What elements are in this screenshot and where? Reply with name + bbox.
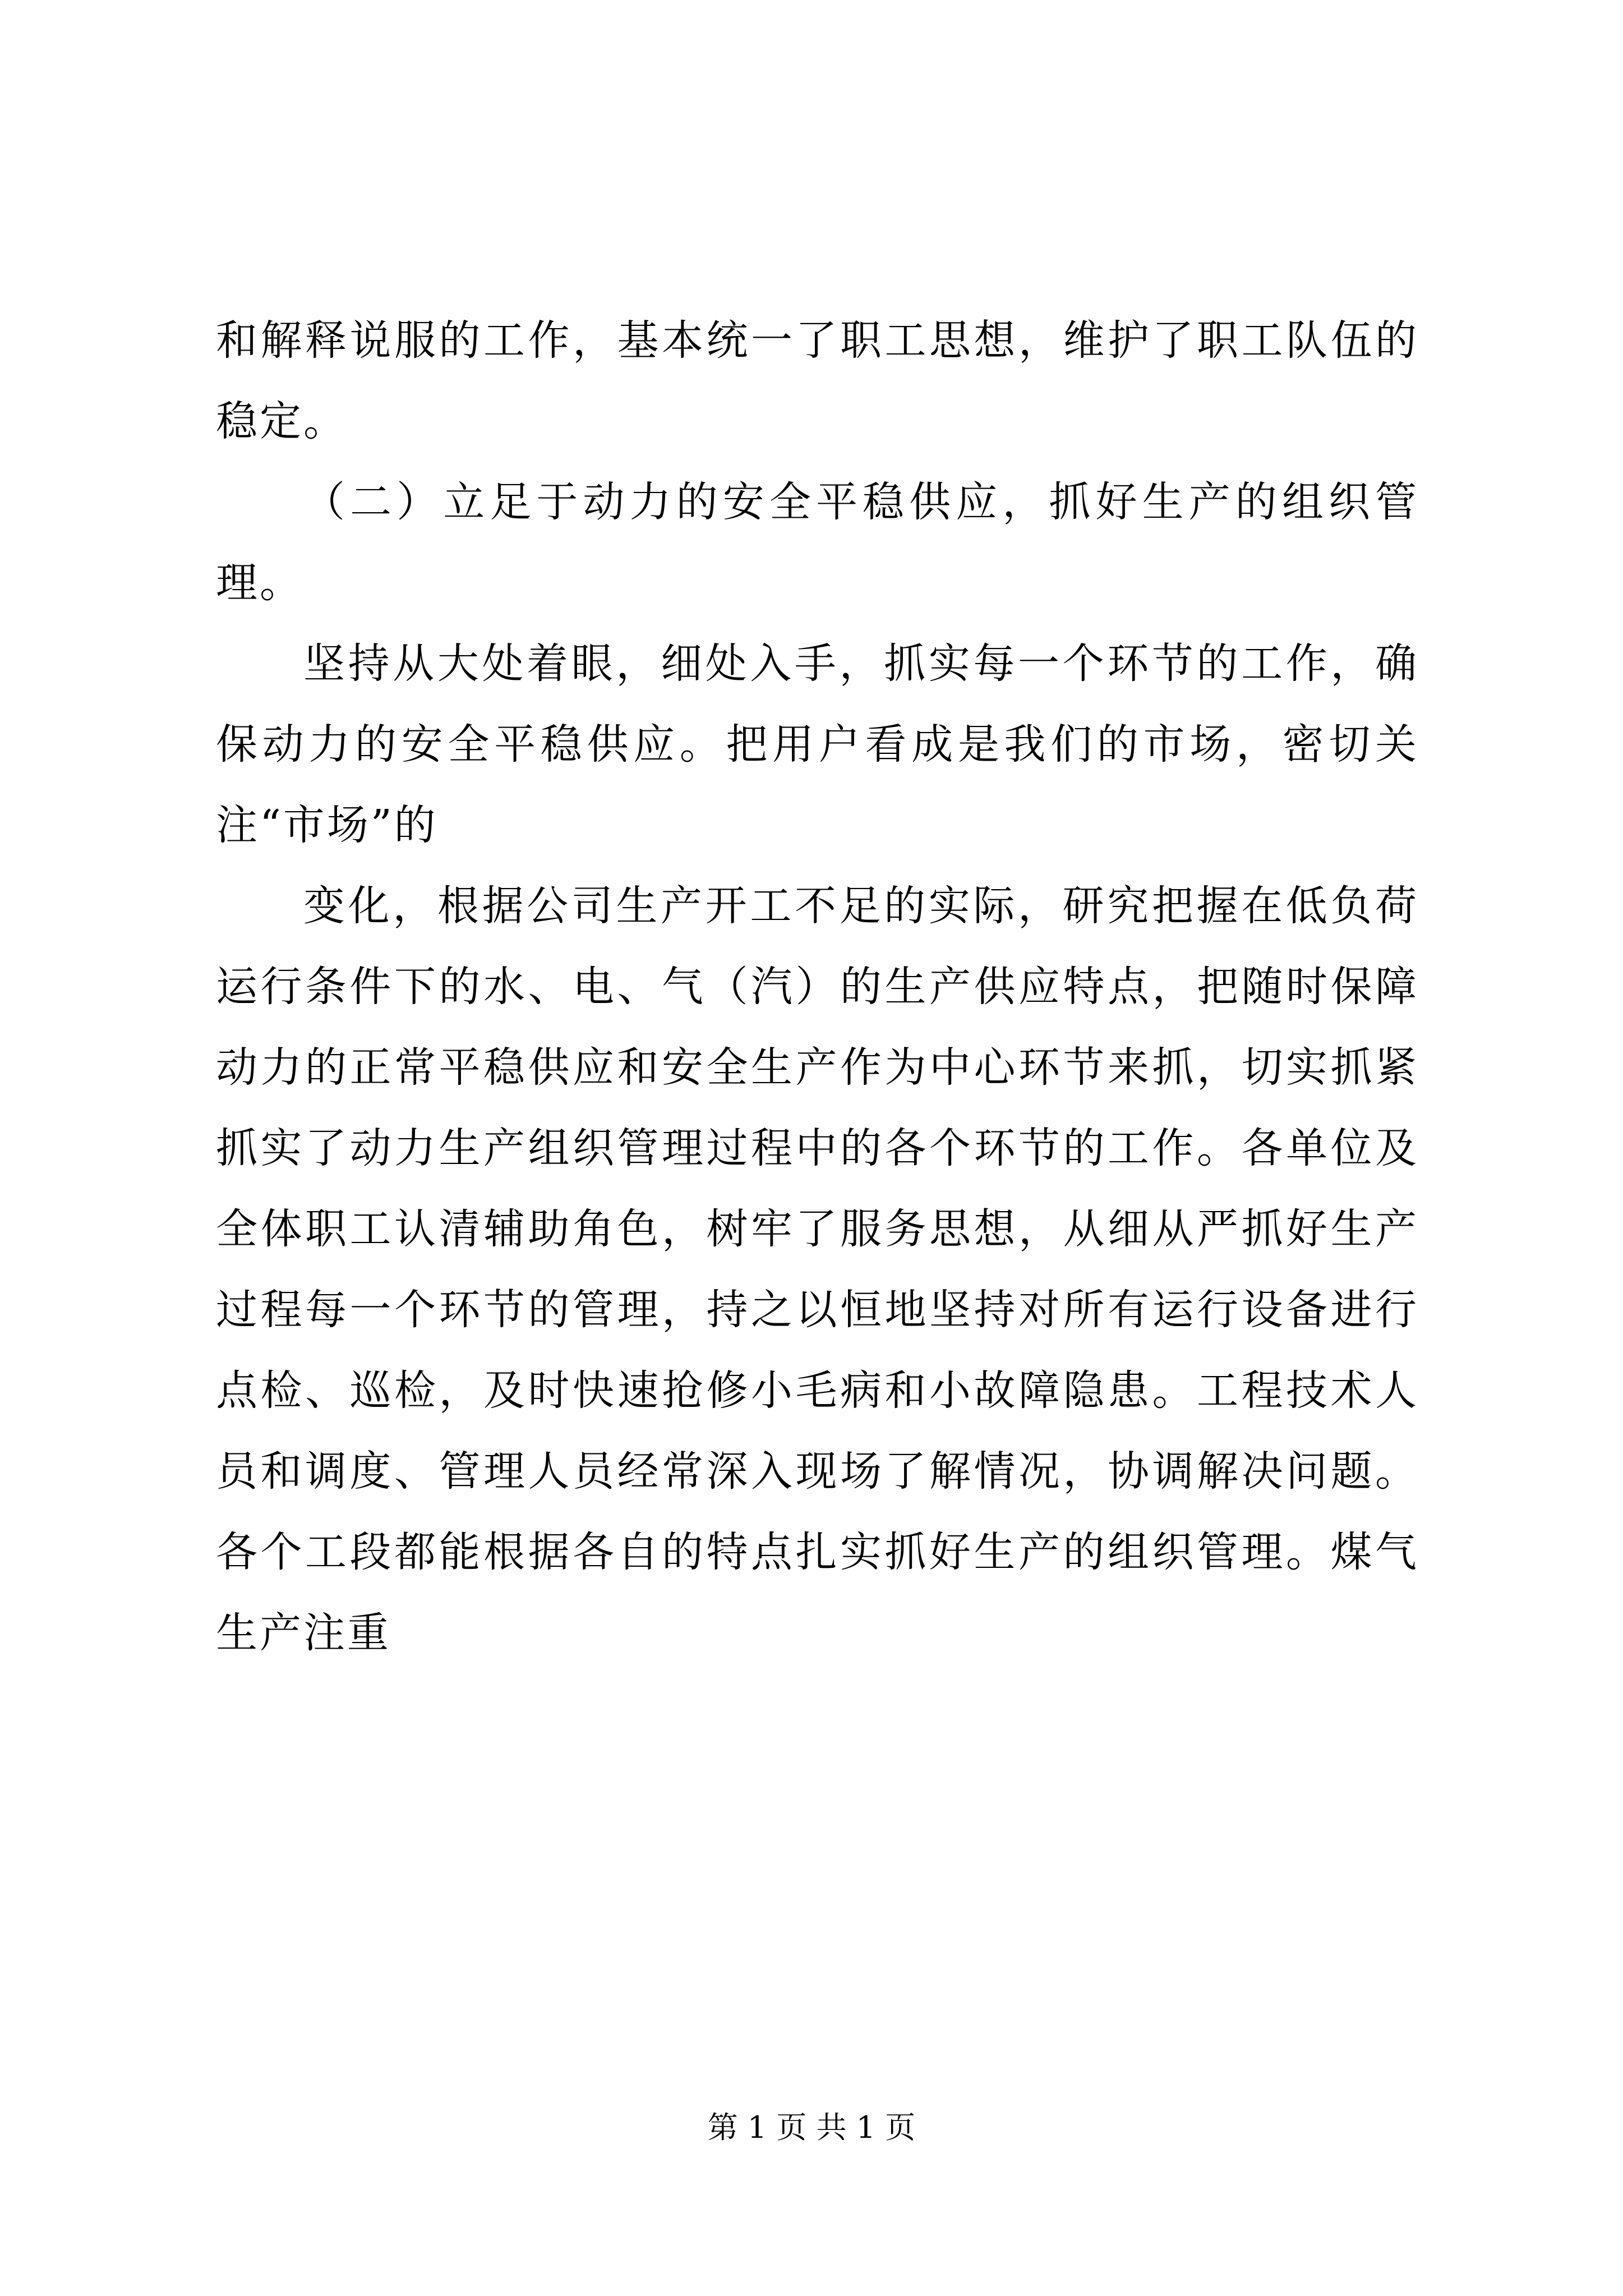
document-body <box>216 300 1419 1673</box>
page-footer: 第 1 页 共 1 页 <box>707 2110 916 2145</box>
paragraph-1: 和解释说服的工作，基本统一了职工思想，维护了职工队伍的稳定。 <box>216 316 1419 445</box>
section-heading: （二）立足于动力的安全平稳供应，抓好生产的组织管理。 <box>216 478 1419 607</box>
paragraph-2: 坚持从大处着眼，细处入手，抓实每一个环节的工作，确保动力的安全平稳供应。把用户看成是我们的市场，密切关注“市场”的 <box>216 639 1419 849</box>
paragraph-3: 变化，根据公司生产开工不足的实际，研究把握在低负荷运行条件下的水、电、气（汽）的生产供应特点，把随时保障动力的正常平稳供应和安全生产作为中心环节来抓，切实抓紧抓实了动力生产组织管理过程中的各个环节的工作。各单位及全体职工认清辅助角色，树牢了服务思想，从细从严抓好生产过程每一个环节的管理，持之以恒地坚持对所有运行设备进行点检、巡检，及时快速抢修小毛病和小故障隐患。工程技术人员和调度、管理人员经常深入现场了解情况，协调解决问题。各个工段都能根据各自的特点扎实抓好生产的组织管理。煤气生产注重 <box>216 882 1419 1657</box>
